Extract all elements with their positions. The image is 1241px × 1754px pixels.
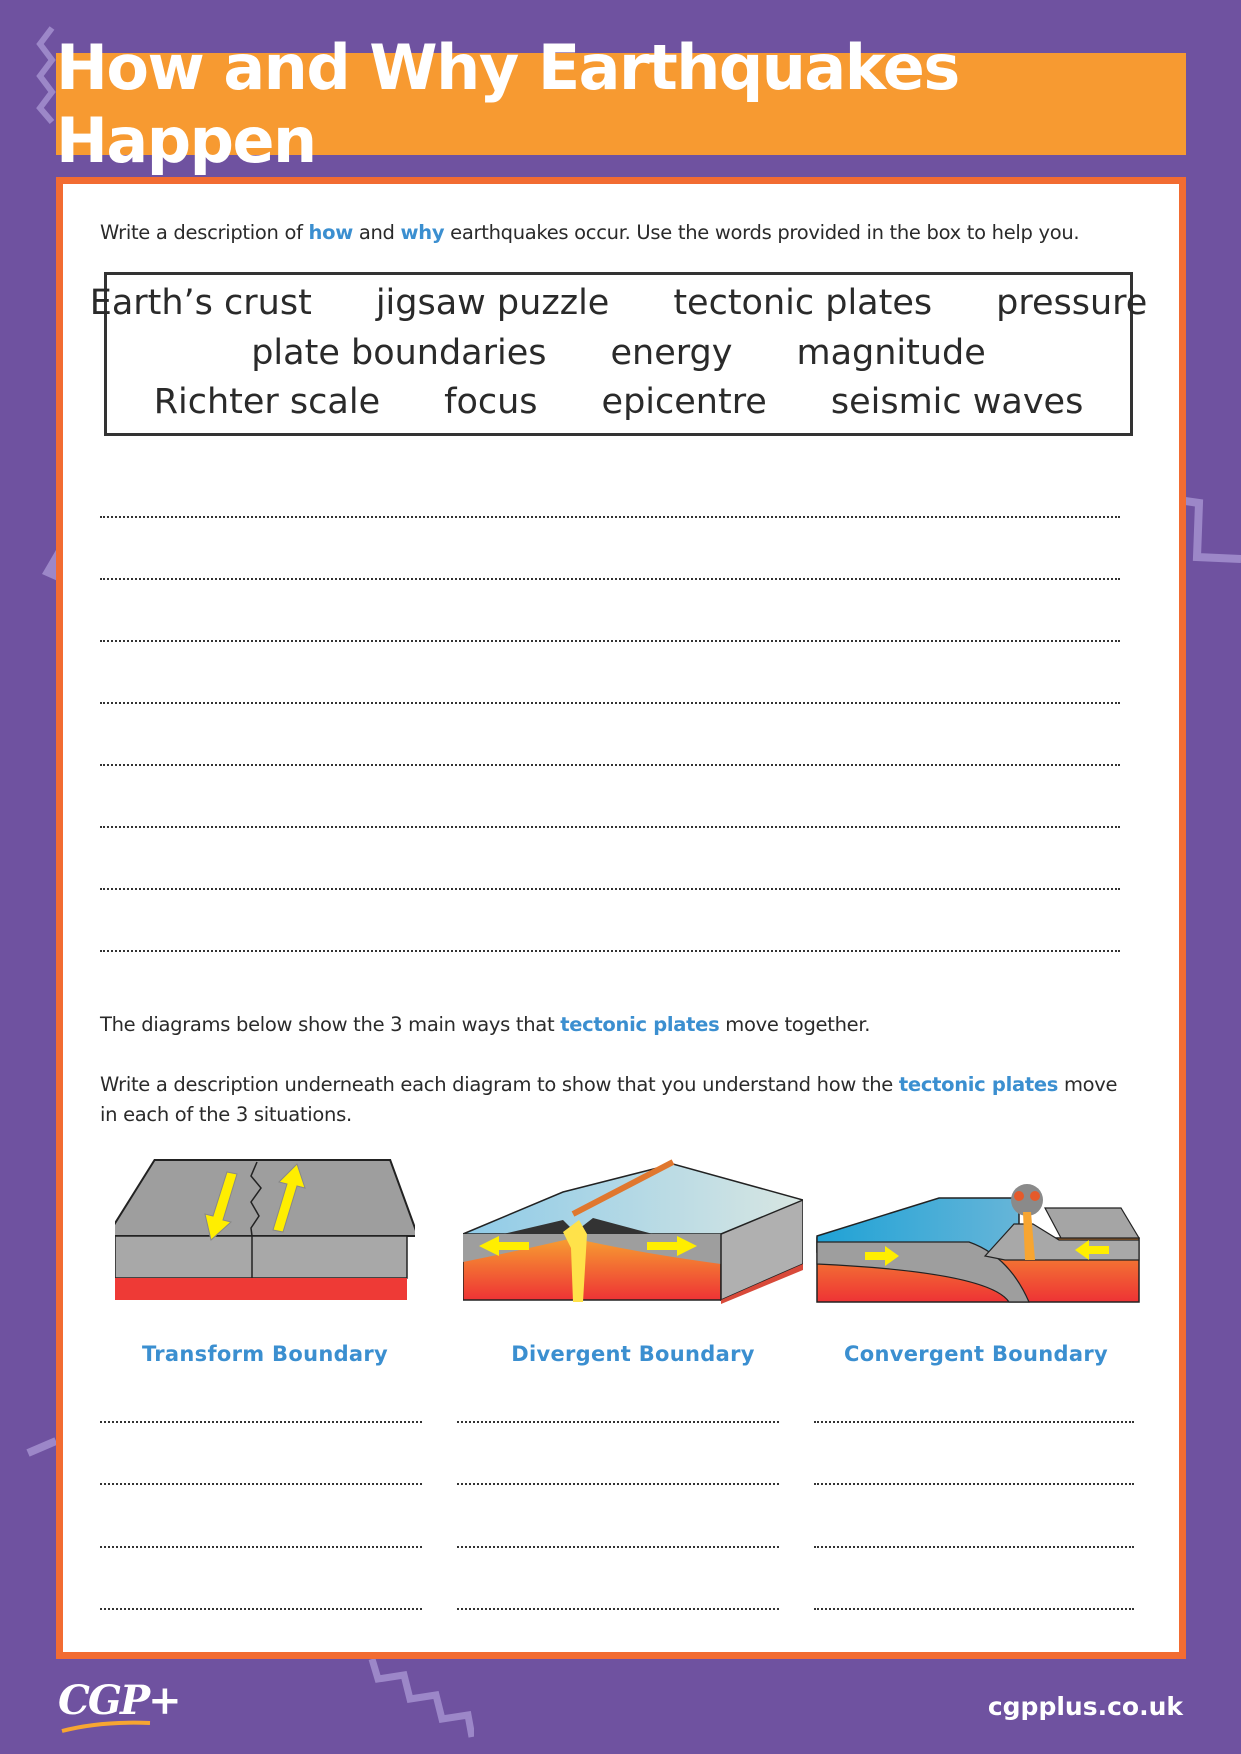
convergent-answer-line-3[interactable] (814, 1546, 1134, 1548)
cgp-logo-text: CGP+ (58, 1677, 180, 1724)
intro-text: move together. (719, 1013, 871, 1036)
answer-line-1[interactable] (100, 516, 1120, 518)
instruction-text: move in each of the 3 situations. (100, 1073, 1118, 1126)
transform-answer-line-3[interactable] (100, 1546, 422, 1548)
convergent-boundary-label: Convergent Boundary (844, 1342, 1108, 1366)
word-magnitude: magnitude (796, 333, 986, 373)
zigzag-decoration-bottom (368, 1659, 474, 1739)
divergent-answer-line-4[interactable] (457, 1608, 779, 1610)
divergent-answer-line-2[interactable] (457, 1483, 779, 1485)
word-bank-row-1 (89, 283, 1148, 323)
word-jigsaw-puzzle: jigsaw puzzle (375, 283, 610, 323)
diagram-instruction-text (100, 1070, 1130, 1130)
highlight-why: why (400, 221, 445, 244)
divergent-boundary-diagram (463, 1152, 803, 1304)
instruction-text: and (352, 221, 401, 244)
word-pressure: pressure (996, 283, 1148, 323)
transform-answer-line-4[interactable] (100, 1608, 422, 1610)
word-bank-box (89, 272, 1148, 436)
highlight-how: how (308, 221, 353, 244)
transform-boundary-diagram (115, 1152, 415, 1300)
answer-line-4[interactable] (100, 702, 1120, 704)
answer-line-8[interactable] (100, 950, 1120, 952)
word-tectonic-plates: tectonic plates (673, 283, 933, 323)
instruction-text: Write a description underneath each diagram to show that you understand how the (100, 1073, 899, 1096)
worksheet-panel (56, 177, 1186, 1659)
page-title: How and Why Earthquakes Happen (56, 31, 959, 177)
word-plate-boundaries: plate boundaries (251, 333, 547, 373)
step-decoration-right (1185, 495, 1241, 565)
instruction-text-1 (100, 218, 1079, 248)
word-richter-scale: Richter scale (153, 382, 381, 422)
answer-line-2[interactable] (100, 578, 1120, 580)
word-earths-crust: Earth’s crust (89, 283, 312, 323)
divergent-answer-line-1[interactable] (457, 1421, 779, 1423)
word-focus: focus (444, 382, 538, 422)
dash-decoration-left (26, 1435, 58, 1457)
answer-line-7[interactable] (100, 888, 1120, 890)
worksheet-body (63, 184, 1179, 1652)
instruction-text: Write a description of (100, 221, 309, 244)
highlight-tectonic-plates: tectonic plates (560, 1013, 720, 1036)
transform-answer-line-2[interactable] (100, 1483, 422, 1485)
convergent-answer-line-4[interactable] (814, 1608, 1134, 1610)
instruction-text: earthquakes occur. Use the words provided in the box to help you. (444, 221, 1080, 244)
convergent-boundary-diagram (809, 1152, 1143, 1304)
title-banner (56, 31, 1186, 177)
diagram-intro-text (100, 1010, 870, 1040)
answer-line-5[interactable] (100, 764, 1120, 766)
transform-boundary-label: Transform Boundary (141, 1342, 389, 1366)
word-bank-row-2 (107, 333, 1130, 373)
divergent-answer-line-3[interactable] (457, 1546, 779, 1548)
footer-url[interactable]: cgpplus.co.uk (987, 1692, 1183, 1721)
convergent-answer-line-1[interactable] (814, 1421, 1134, 1423)
divergent-boundary-label: Divergent Boundary (511, 1342, 755, 1366)
highlight-tectonic-plates: tectonic plates (898, 1073, 1059, 1096)
logo-swoosh-icon (60, 1719, 152, 1735)
word-energy: energy (610, 333, 733, 373)
answer-line-6[interactable] (100, 826, 1120, 828)
answer-line-3[interactable] (100, 640, 1120, 642)
word-bank-row-3 (107, 382, 1130, 422)
intro-text: The diagrams below show the 3 main ways that (100, 1013, 561, 1036)
convergent-answer-line-2[interactable] (814, 1483, 1134, 1485)
transform-answer-line-1[interactable] (100, 1421, 422, 1423)
cgp-logo (58, 1677, 180, 1724)
word-seismic-waves: seismic waves (830, 382, 1084, 422)
word-epicentre: epicentre (601, 382, 767, 422)
